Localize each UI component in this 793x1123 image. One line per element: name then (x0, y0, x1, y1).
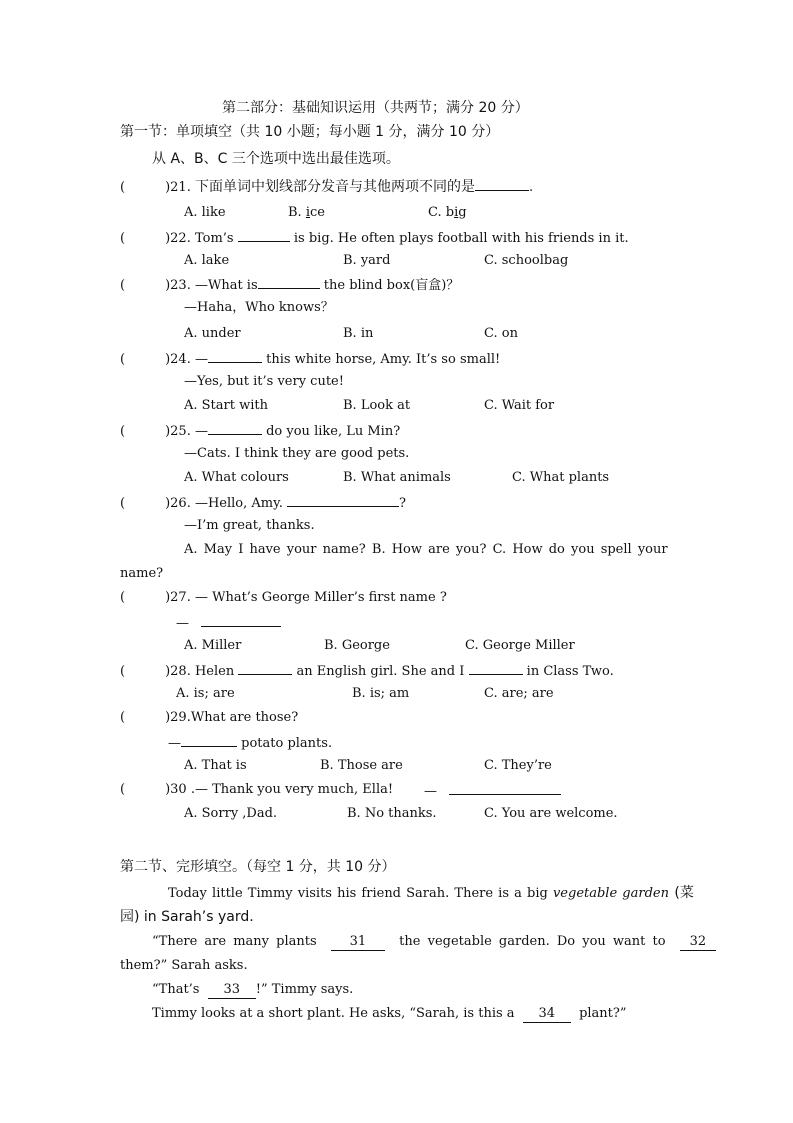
blank-33[interactable]: 33 (208, 982, 256, 999)
section2-title: 第二节、完形填空。（每空 1 分，共 10 分） (120, 859, 396, 875)
option-a: A. under (184, 326, 241, 341)
option-b: B. is; am (352, 686, 410, 701)
passage-line-2: 园) in Sarah’s yard. (120, 909, 254, 925)
option-a: A. Start with (184, 398, 268, 413)
question-26: ( )26. —Hello, Amy. ? (120, 496, 406, 511)
blank-31[interactable]: 31 (331, 934, 385, 951)
question-26-line2: —I’m great, thanks. (184, 518, 315, 533)
option-b: B. Look at (343, 398, 411, 413)
section1-title: 第一节：单项填空（共 10 小题；每小题 1 分，满分 10 分） (120, 124, 500, 140)
question-30: ( )30 .— Thank you very much, Ella! (120, 782, 394, 797)
question-28: ( )28. Helen an English girl. She and I in Class Two. (120, 664, 614, 679)
passage-line-4: them?” Sarah asks. (120, 958, 248, 973)
option-b: B. yard (343, 253, 391, 268)
option-c: C. schoolbag (484, 253, 569, 268)
question-25-line2: —Cats. I think they are good pets. (184, 446, 410, 461)
option-a: A. What colours (184, 470, 289, 485)
passage-line-6: Timmy looks at a short plant. He asks, “Sarah, is this a 34 plant?” (152, 1006, 627, 1021)
blank-34[interactable]: 34 (523, 1006, 571, 1023)
question-21-stem: 下面单词中划线部分发音与其他两项不同的是 (194, 179, 475, 195)
option-a: A. is; are (176, 686, 235, 701)
blank (449, 782, 561, 795)
passage-line-3: “There are many plants 31 the vegetable garden. Do you want to 32 (152, 934, 716, 951)
question-24: ( )24. — this white horse, Amy. It’s so small! (120, 352, 501, 367)
question-23: ( )23. —What is the blind box(盲盒)？ (120, 278, 460, 293)
blank (475, 178, 529, 191)
passage-line-5: “That’s 33 !” Timmy says. (152, 982, 354, 997)
option-a: A. Sorry ,Dad. (184, 806, 278, 821)
option-b: B. No thanks. (347, 806, 437, 821)
question-27-answer-line: — (176, 614, 281, 632)
part-title: 第二部分：基础知识运用（共两节；满分 20 分） (222, 100, 529, 116)
blank (469, 662, 523, 675)
blank (287, 494, 399, 507)
option-a: A. That is (184, 758, 247, 773)
question-22: ( )22. Tom’s is big. He often plays football with his friends in it. (120, 231, 629, 246)
option-b: B. ice (288, 205, 325, 220)
option-a: A. Miller (184, 638, 242, 653)
blank (201, 614, 281, 627)
question-25: ( )25. — do you like, Lu Min? (120, 424, 401, 439)
option-b: B. What animals (343, 470, 451, 485)
option-b: B. George (324, 638, 390, 653)
question-27: ( )27. — What’s George Miller’s first name ? (120, 590, 447, 605)
option-b: B. Those are (320, 758, 403, 773)
option-c: C. are; are (484, 686, 554, 701)
option-c: C. What plants (512, 470, 610, 485)
option-c: C. Wait for (484, 398, 555, 413)
question-26-options-wrap: name? (120, 566, 164, 581)
option-c: C. George Miller (465, 638, 575, 653)
question-29-line2: — potato plants. (168, 736, 333, 751)
option-c: C. big (428, 205, 467, 220)
option-a: A. like (184, 205, 226, 220)
option-c: C. on (484, 326, 518, 341)
option-a: A. lake (184, 253, 230, 268)
blank (208, 422, 262, 435)
question-21: ( )21. 下面单词中划线部分发音与其他两项不同的是 . (120, 179, 534, 195)
question-24-line2: —Yes, but it’s very cute! (184, 374, 344, 389)
option-c: C. You are welcome. (484, 806, 618, 821)
blank (208, 350, 262, 363)
blank (238, 229, 290, 242)
passage-line-1: Today little Timmy visits his friend Sarah. There is a big vegetable garden (菜 (168, 885, 694, 901)
question-29: ( )29.What are those? (120, 710, 299, 725)
question-23-line2: —Haha，Who knows？ (184, 300, 334, 315)
option-c: C. They’re (484, 758, 552, 773)
question-30-answer-line: — (424, 782, 561, 800)
option-b: B. in (343, 326, 374, 341)
question-26-options: A. May I have your name? B. How are you? C. How do you spell your (184, 542, 668, 557)
blank (238, 662, 292, 675)
blank (181, 734, 237, 747)
blank (258, 276, 320, 289)
blank-32[interactable]: 32 (680, 934, 716, 951)
section1-instruction: 从 A、B、C 三个选项中选出最佳选项。 (152, 151, 400, 167)
